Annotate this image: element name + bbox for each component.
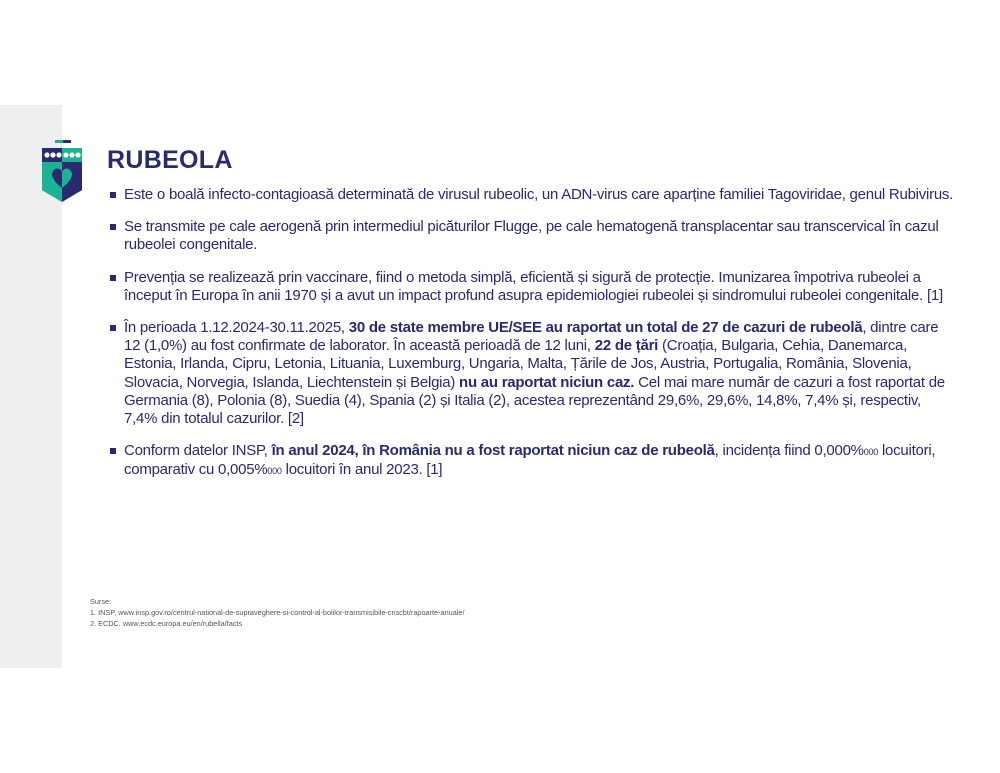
text-segment: 000 bbox=[863, 447, 879, 458]
text-segment: (Croația, Bulgaria, Cehia, Danemarca, Estonia, Irlanda, Cipru, Letonia, Lituania, Luxemburg, Ungaria, Malta, Țările de Jos, Austria, Portugalia, România, Slovenia, Slovacia, Norvegia, Islanda, Liechtenstein și Belgia) bbox=[124, 337, 912, 391]
page-title: RUBEOLA bbox=[107, 146, 233, 174]
bullet-marker-icon bbox=[110, 224, 116, 230]
source-item: 2. ECDC. www.ecdc.europa.eu/en/rubella/facts bbox=[90, 619, 243, 628]
text-segment: Este o boală infecto-contagioasă determinată de virusul rubeolic, un ADN-virus care aparține familiei Tagoviridae, genul Rubivirus. bbox=[124, 186, 954, 203]
bold-text: 30 de state membre UE/SEE au raportat un total de 27 de cazuri de rubeolă bbox=[348, 319, 863, 337]
bullet-item bbox=[108, 319, 956, 428]
bullet-list bbox=[108, 186, 956, 495]
bullet-marker-icon bbox=[110, 448, 116, 454]
bullet-item bbox=[108, 269, 956, 305]
text-segment: Cel mai mare număr de cazuri a fost raportat de Germania (8), Polonia (8), Suedia (4), Spania (2) și Italia (2), acestea reprezentând 29,6%, 29,6%, 14,8%, 7,4% și, respectiv, 7,4% din totalul cazurilor. [2] bbox=[124, 373, 945, 428]
bullet-item bbox=[108, 218, 956, 254]
sources-heading: Surse: bbox=[90, 597, 112, 606]
text-segment: , dintre care 12 (1,0%) au fost confirmate de laborator. În această perioadă de 12 luni, bbox=[124, 319, 939, 355]
bullet-marker-icon bbox=[110, 325, 116, 331]
sources bbox=[90, 596, 464, 629]
text-segment: Prevenția se realizează prin vaccinare, fiind o metoda simplă, eficientă și sigură de protecție. Imunizarea împotriva rubeolei a început în Europa în anii 1970 și a avut un impact profund asupra epidemiologiei rubeolei și sindromului rubeolei congenitale. [1] bbox=[124, 268, 943, 304]
text-segment: locuitori în anul 2023. [1] bbox=[281, 461, 443, 479]
bold-text: 22 de țări bbox=[594, 337, 659, 355]
bullet-marker-icon bbox=[110, 275, 116, 281]
text-segment: 000 bbox=[267, 466, 282, 477]
text-segment: Conform datelor INSP, bbox=[124, 442, 272, 460]
source-item: 1. INSP, www.insp.gov.ro/centrul-national-de-supraveghere-si-control-al-bolilor-transmisibile-cnscbt/rapoarte-anuale/ bbox=[90, 608, 465, 617]
shield-logo-icon bbox=[40, 140, 84, 202]
text-segment: Se transmite pe cale aerogenă prin intermediul picăturilor Flugge, pe cale hematogenă transplacentar sau transcervical în cazul rubeolei congenitale. bbox=[124, 218, 939, 254]
bullet-item bbox=[108, 186, 956, 204]
text-segment: , incidența fiind 0,000% bbox=[714, 442, 864, 460]
page-number: 6 bbox=[24, 741, 31, 755]
bullet-marker-icon bbox=[110, 192, 116, 198]
text-segment: În perioada 1.12.2024-30.11.2025, bbox=[124, 319, 349, 337]
bold-text: nu au raportat niciun caz. bbox=[459, 373, 635, 391]
bullet-item bbox=[108, 442, 956, 480]
bold-text: în anul 2024, în România nu a fost raportat niciun caz de rubeolă bbox=[271, 442, 715, 460]
text-segment: locuitori, comparativ cu 0,005% bbox=[124, 442, 936, 479]
